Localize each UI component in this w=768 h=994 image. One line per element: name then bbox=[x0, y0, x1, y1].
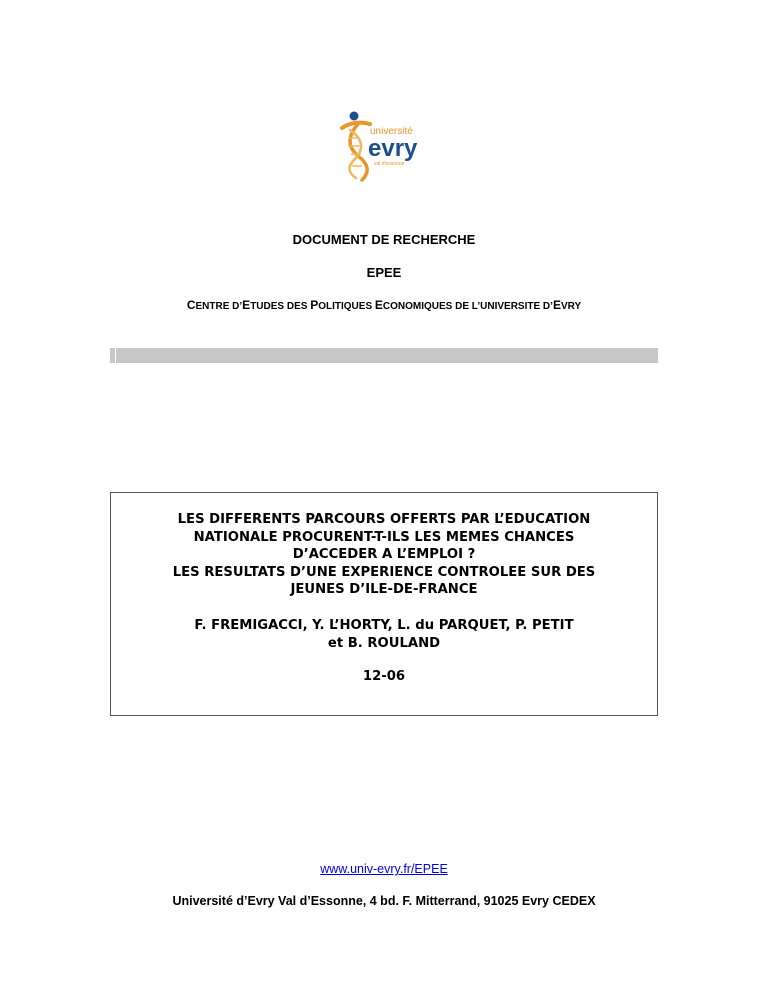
logo-word-top: université bbox=[370, 126, 413, 137]
author-line: et B. ROULAND bbox=[327, 635, 441, 651]
centre-word: CONOMIQUES DE L’UNIVERSITE D’ bbox=[382, 301, 553, 312]
centre-word: ENTRE D’ bbox=[195, 301, 243, 312]
title-box bbox=[110, 492, 658, 716]
title-line: JEUNES D’ILE-DE-FRANCE bbox=[290, 582, 478, 597]
centre-word: VRY bbox=[560, 301, 582, 312]
paper-authors bbox=[111, 617, 657, 652]
website-link[interactable]: www.univ-evry.fr/EPEE bbox=[320, 862, 448, 876]
centre-word: TUDES DES bbox=[250, 301, 311, 312]
centre-initial: E bbox=[242, 298, 251, 312]
centre-name bbox=[0, 298, 768, 312]
document-type: DOCUMENT DE RECHERCHE bbox=[292, 232, 476, 247]
university-logo bbox=[340, 104, 428, 182]
university-address: Université d’Evry Val d’Essonne, 4 bd. F. Mitterrand, 91025 Evry CEDEX bbox=[172, 894, 596, 908]
centre-initial: C bbox=[186, 298, 196, 312]
centre-initial: P bbox=[310, 298, 319, 312]
logo-word-main: evry bbox=[368, 135, 418, 162]
centre-word: OLITIQUES bbox=[318, 301, 375, 312]
dna-helix-icon bbox=[340, 104, 428, 182]
title-line: LES DIFFERENTS PARCOURS OFFERTS PAR L’EDUCATION bbox=[177, 512, 591, 527]
title-line: LES RESULTATS D’UNE EXPERIENCE CONTROLEE SUR DES bbox=[172, 564, 596, 580]
title-line: NATIONALE PROCURENT-T-ILS LES MEMES CHANCES bbox=[193, 529, 575, 545]
centre-initial: E bbox=[552, 298, 561, 312]
paper-title bbox=[111, 511, 657, 599]
logo-word-sub: val d'essonne bbox=[374, 161, 405, 167]
author-line: F. FREMIGACCI, Y. L’HORTY, L. du PARQUET, P. PETIT bbox=[194, 618, 574, 633]
paper-number: 12-06 bbox=[362, 669, 406, 684]
series-name: EPEE bbox=[366, 265, 402, 280]
separator-bar bbox=[110, 348, 658, 363]
title-line: D’ACCEDER A L’EMPLOI ? bbox=[292, 547, 476, 562]
centre-initial: E bbox=[374, 298, 383, 312]
